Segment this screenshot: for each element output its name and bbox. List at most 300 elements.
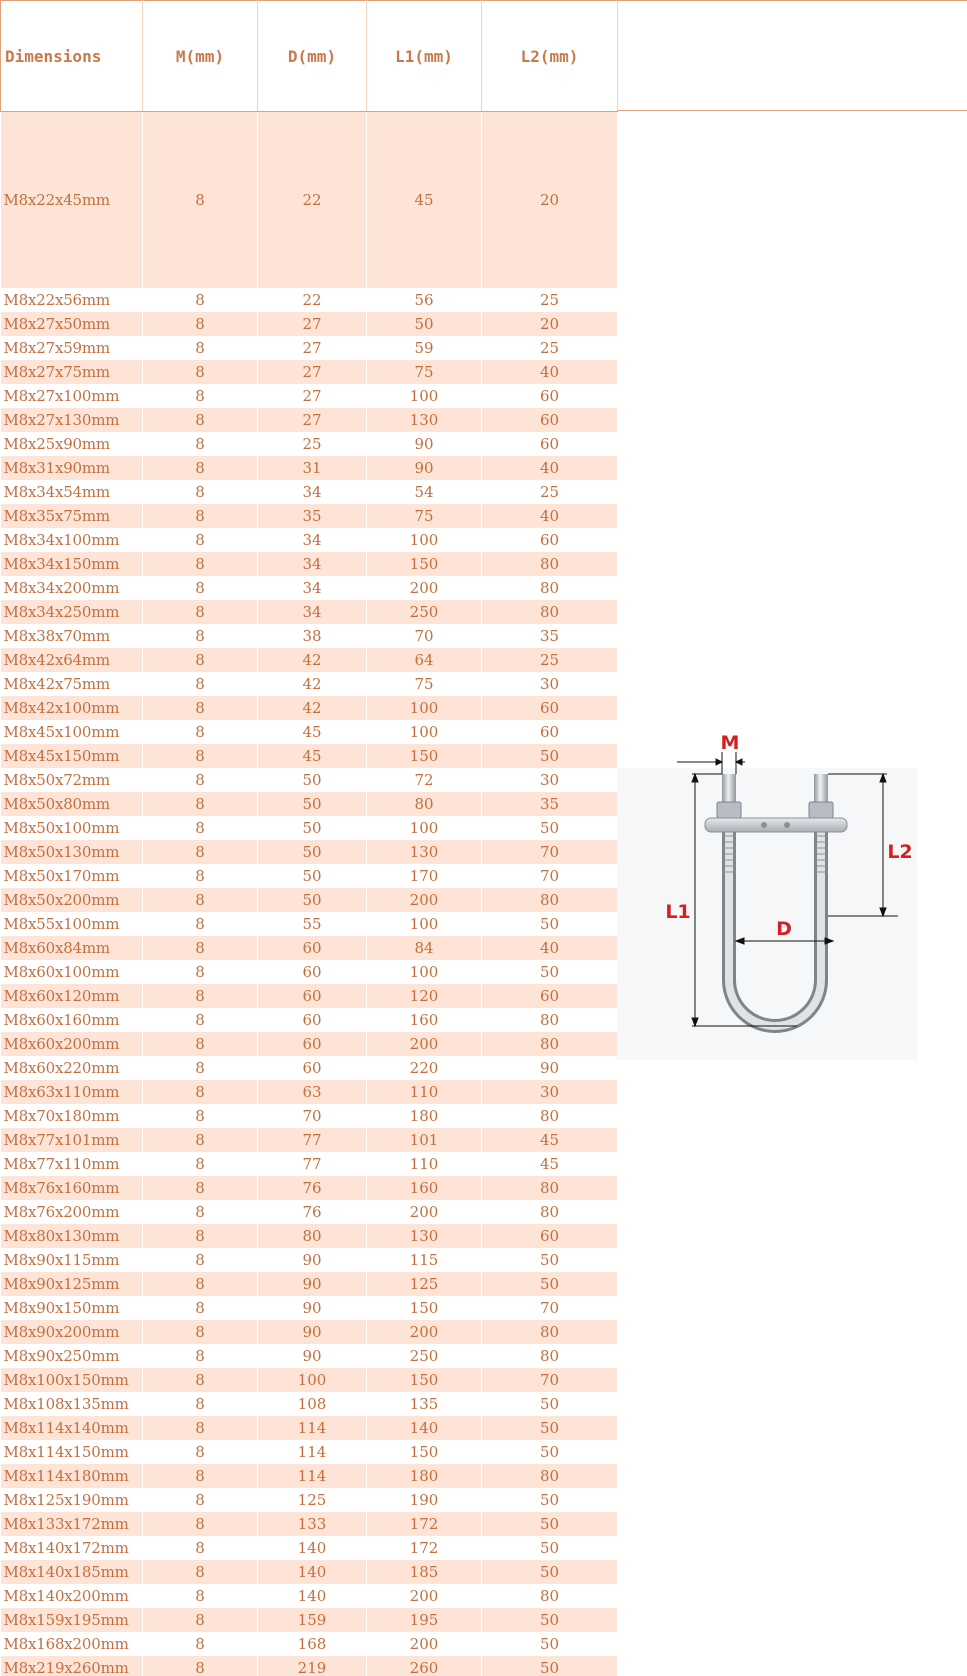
cell-m: 8 <box>143 1056 258 1080</box>
cell-m: 8 <box>143 288 258 312</box>
cell-l1: 75 <box>367 504 482 528</box>
cell-m: 8 <box>143 1416 258 1440</box>
cell-m: 8 <box>143 1512 258 1536</box>
table-row <box>1 864 618 888</box>
cell-d: 63 <box>258 1080 367 1104</box>
cell-d: 80 <box>258 1224 367 1248</box>
cell-l2: 40 <box>482 456 618 480</box>
cell-l1: 180 <box>367 1104 482 1128</box>
cell-dimensions: M8x60x120mm <box>1 984 143 1008</box>
table-row <box>1 1368 618 1392</box>
cell-l2: 80 <box>482 888 618 912</box>
cell-l1: 100 <box>367 696 482 720</box>
cell-l2: 80 <box>482 1176 618 1200</box>
cell-m: 8 <box>143 1368 258 1392</box>
table-row <box>1 480 618 504</box>
cell-m: 8 <box>143 912 258 936</box>
cell-dimensions: M8x45x150mm <box>1 744 143 768</box>
cell-l2: 20 <box>482 112 618 288</box>
cell-l1: 84 <box>367 936 482 960</box>
cell-dimensions: M8x77x101mm <box>1 1128 143 1152</box>
cell-l2: 50 <box>482 912 618 936</box>
cell-dimensions: M8x80x130mm <box>1 1224 143 1248</box>
cell-l2: 80 <box>482 576 618 600</box>
cell-l1: 140 <box>367 1416 482 1440</box>
cell-d: 90 <box>258 1296 367 1320</box>
cell-dimensions: M8x34x250mm <box>1 600 143 624</box>
cell-l2: 35 <box>482 624 618 648</box>
cell-m: 8 <box>143 984 258 1008</box>
cell-dimensions: M8x60x220mm <box>1 1056 143 1080</box>
table-row <box>1 1008 618 1032</box>
cell-l1: 200 <box>367 1584 482 1608</box>
cell-d: 76 <box>258 1176 367 1200</box>
cell-dimensions: M8x27x59mm <box>1 336 143 360</box>
cell-l1: 150 <box>367 744 482 768</box>
u-bolt-diagram <box>617 730 917 1060</box>
cell-dimensions: M8x42x100mm <box>1 696 143 720</box>
cell-l2: 80 <box>482 1008 618 1032</box>
table-row <box>1 360 618 384</box>
cell-dimensions: M8x60x200mm <box>1 1032 143 1056</box>
cell-m: 8 <box>143 720 258 744</box>
cell-d: 27 <box>258 312 367 336</box>
cell-l1: 45 <box>367 112 482 288</box>
cell-d: 168 <box>258 1632 367 1656</box>
cell-l2: 70 <box>482 840 618 864</box>
cell-d: 42 <box>258 648 367 672</box>
cell-dimensions: M8x76x200mm <box>1 1200 143 1224</box>
table-row <box>1 720 618 744</box>
cell-m: 8 <box>143 1224 258 1248</box>
cell-d: 60 <box>258 936 367 960</box>
cell-dimensions: M8x77x110mm <box>1 1152 143 1176</box>
cell-l1: 130 <box>367 1224 482 1248</box>
header-dimensions: Dimensions <box>1 1 143 112</box>
cell-dimensions: M8x70x180mm <box>1 1104 143 1128</box>
cell-dimensions: M8x63x110mm <box>1 1080 143 1104</box>
cell-l1: 172 <box>367 1512 482 1536</box>
cell-m: 8 <box>143 864 258 888</box>
cell-l1: 220 <box>367 1056 482 1080</box>
cell-d: 50 <box>258 792 367 816</box>
cell-d: 34 <box>258 528 367 552</box>
table-row <box>1 1080 618 1104</box>
table-row <box>1 1584 618 1608</box>
cell-d: 60 <box>258 1008 367 1032</box>
table-row <box>1 1512 618 1536</box>
cell-m: 8 <box>143 696 258 720</box>
cell-l1: 250 <box>367 1344 482 1368</box>
cell-d: 55 <box>258 912 367 936</box>
cell-m: 8 <box>143 432 258 456</box>
table-row <box>1 1296 618 1320</box>
cell-l1: 160 <box>367 1008 482 1032</box>
cell-l2: 60 <box>482 384 618 408</box>
cell-l2: 60 <box>482 720 618 744</box>
cell-l2: 50 <box>482 1560 618 1584</box>
cell-m: 8 <box>143 384 258 408</box>
cell-l1: 59 <box>367 336 482 360</box>
table-row <box>1 672 618 696</box>
cell-l1: 135 <box>367 1392 482 1416</box>
table-row <box>1 384 618 408</box>
cell-d: 22 <box>258 288 367 312</box>
cell-l2: 80 <box>482 1344 618 1368</box>
cell-m: 8 <box>143 1392 258 1416</box>
cell-l2: 50 <box>482 960 618 984</box>
cell-dimensions: M8x27x100mm <box>1 384 143 408</box>
cell-dimensions: M8x114x140mm <box>1 1416 143 1440</box>
cell-l1: 90 <box>367 432 482 456</box>
cell-l2: 50 <box>482 1536 618 1560</box>
table-row <box>1 1272 618 1296</box>
cell-l2: 50 <box>482 744 618 768</box>
cell-l2: 60 <box>482 408 618 432</box>
cell-l1: 120 <box>367 984 482 1008</box>
cell-dimensions: M8x34x100mm <box>1 528 143 552</box>
cell-d: 140 <box>258 1584 367 1608</box>
table-row <box>1 336 618 360</box>
table-row <box>1 768 618 792</box>
table-row <box>1 456 618 480</box>
cell-m: 8 <box>143 816 258 840</box>
table-row <box>1 576 618 600</box>
table-row <box>1 1392 618 1416</box>
cell-dimensions: M8x34x200mm <box>1 576 143 600</box>
cell-l2: 30 <box>482 1080 618 1104</box>
cell-l2: 50 <box>482 1416 618 1440</box>
table-row <box>1 1176 618 1200</box>
cell-l2: 60 <box>482 432 618 456</box>
cell-l2: 60 <box>482 528 618 552</box>
cell-l1: 150 <box>367 1296 482 1320</box>
cell-d: 22 <box>258 112 367 288</box>
table-row <box>1 112 618 288</box>
cell-l1: 90 <box>367 456 482 480</box>
table-row <box>1 1056 618 1080</box>
cell-m: 8 <box>143 504 258 528</box>
cell-m: 8 <box>143 792 258 816</box>
cell-d: 50 <box>258 816 367 840</box>
table-row <box>1 432 618 456</box>
cell-m: 8 <box>143 1104 258 1128</box>
cell-m: 8 <box>143 936 258 960</box>
table-row <box>1 1224 618 1248</box>
cell-m: 8 <box>143 888 258 912</box>
cell-dimensions: M8x125x190mm <box>1 1488 143 1512</box>
cell-l1: 130 <box>367 408 482 432</box>
cell-dimensions: M8x27x130mm <box>1 408 143 432</box>
cell-l1: 70 <box>367 624 482 648</box>
cell-l2: 50 <box>482 1632 618 1656</box>
cell-l1: 125 <box>367 1272 482 1296</box>
cell-m: 8 <box>143 600 258 624</box>
cell-l2: 25 <box>482 480 618 504</box>
cell-d: 34 <box>258 576 367 600</box>
cell-dimensions: M8x45x100mm <box>1 720 143 744</box>
cell-m: 8 <box>143 672 258 696</box>
cell-l1: 101 <box>367 1128 482 1152</box>
table-row <box>1 528 618 552</box>
cell-dimensions: M8x50x80mm <box>1 792 143 816</box>
cell-l1: 260 <box>367 1656 482 1676</box>
cell-dimensions: M8x31x90mm <box>1 456 143 480</box>
cell-l2: 40 <box>482 504 618 528</box>
cell-dimensions: M8x90x250mm <box>1 1344 143 1368</box>
cell-m: 8 <box>143 840 258 864</box>
cell-m: 8 <box>143 1608 258 1632</box>
cell-m: 8 <box>143 576 258 600</box>
cell-l1: 180 <box>367 1464 482 1488</box>
cell-d: 42 <box>258 696 367 720</box>
cell-d: 114 <box>258 1440 367 1464</box>
cell-l2: 60 <box>482 1224 618 1248</box>
cell-l1: 100 <box>367 960 482 984</box>
cell-l2: 50 <box>482 1272 618 1296</box>
table-row <box>1 1656 618 1676</box>
table-row <box>1 1488 618 1512</box>
cell-dimensions: M8x140x172mm <box>1 1536 143 1560</box>
table-row <box>1 1032 618 1056</box>
cell-m: 8 <box>143 1200 258 1224</box>
cell-d: 34 <box>258 480 367 504</box>
cell-l1: 190 <box>367 1488 482 1512</box>
clamp-plate <box>705 818 847 832</box>
cell-l2: 70 <box>482 1368 618 1392</box>
table-row <box>1 816 618 840</box>
cell-d: 38 <box>258 624 367 648</box>
cell-l1: 100 <box>367 528 482 552</box>
cell-d: 34 <box>258 552 367 576</box>
table-row <box>1 648 618 672</box>
cell-l2: 80 <box>482 1032 618 1056</box>
cell-d: 125 <box>258 1488 367 1512</box>
cell-m: 8 <box>143 648 258 672</box>
cell-d: 60 <box>258 984 367 1008</box>
cell-l1: 75 <box>367 672 482 696</box>
cell-l1: 80 <box>367 792 482 816</box>
header-l2: L2(mm) <box>482 1 618 112</box>
cell-d: 25 <box>258 432 367 456</box>
cell-m: 8 <box>143 1296 258 1320</box>
table-row <box>1 504 618 528</box>
cell-l1: 185 <box>367 1560 482 1584</box>
cell-m: 8 <box>143 1560 258 1584</box>
cell-dimensions: M8x108x135mm <box>1 1392 143 1416</box>
cell-l2: 50 <box>482 1488 618 1512</box>
table-row <box>1 1248 618 1272</box>
table-row <box>1 1200 618 1224</box>
table-row <box>1 1464 618 1488</box>
label-m: M <box>720 732 740 754</box>
cell-m: 8 <box>143 1080 258 1104</box>
cell-dimensions: M8x50x200mm <box>1 888 143 912</box>
cell-dimensions: M8x90x115mm <box>1 1248 143 1272</box>
cell-m: 8 <box>143 456 258 480</box>
cell-l1: 100 <box>367 720 482 744</box>
cell-d: 77 <box>258 1152 367 1176</box>
cell-dimensions: M8x50x170mm <box>1 864 143 888</box>
cell-dimensions: M8x114x150mm <box>1 1440 143 1464</box>
cell-l2: 50 <box>482 816 618 840</box>
cell-m: 8 <box>143 480 258 504</box>
cell-d: 133 <box>258 1512 367 1536</box>
cell-dimensions: M8x50x72mm <box>1 768 143 792</box>
table-row <box>1 696 618 720</box>
cell-d: 114 <box>258 1464 367 1488</box>
cell-d: 27 <box>258 360 367 384</box>
cell-l1: 200 <box>367 1032 482 1056</box>
cell-m: 8 <box>143 112 258 288</box>
cell-l1: 130 <box>367 840 482 864</box>
header-l1: L1(mm) <box>367 1 482 112</box>
table-row <box>1 1320 618 1344</box>
cell-d: 100 <box>258 1368 367 1392</box>
cell-m: 8 <box>143 1008 258 1032</box>
cell-dimensions: M8x34x150mm <box>1 552 143 576</box>
cell-l1: 200 <box>367 1320 482 1344</box>
cell-m: 8 <box>143 1440 258 1464</box>
cell-l1: 170 <box>367 864 482 888</box>
table-row <box>1 600 618 624</box>
cell-m: 8 <box>143 552 258 576</box>
cell-l1: 200 <box>367 576 482 600</box>
cell-dimensions: M8x140x200mm <box>1 1584 143 1608</box>
cell-dimensions: M8x50x100mm <box>1 816 143 840</box>
cell-l2: 80 <box>482 552 618 576</box>
label-l1: L1 <box>665 901 691 923</box>
cell-l1: 72 <box>367 768 482 792</box>
cell-l2: 60 <box>482 696 618 720</box>
cell-dimensions: M8x140x185mm <box>1 1560 143 1584</box>
cell-l2: 50 <box>482 1656 618 1676</box>
cell-l2: 20 <box>482 312 618 336</box>
cell-d: 159 <box>258 1608 367 1632</box>
table-row <box>1 1608 618 1632</box>
cell-dimensions: M8x60x100mm <box>1 960 143 984</box>
cell-d: 35 <box>258 504 367 528</box>
cell-l1: 110 <box>367 1080 482 1104</box>
cell-d: 140 <box>258 1536 367 1560</box>
cell-l1: 150 <box>367 1440 482 1464</box>
cell-l2: 80 <box>482 1200 618 1224</box>
label-l2: L2 <box>887 841 913 863</box>
table-body <box>1 112 618 1676</box>
cell-l2: 70 <box>482 864 618 888</box>
cell-dimensions: M8x35x75mm <box>1 504 143 528</box>
table-row <box>1 744 618 768</box>
cell-d: 140 <box>258 1560 367 1584</box>
table-row <box>1 312 618 336</box>
cell-d: 27 <box>258 408 367 432</box>
cell-l2: 40 <box>482 360 618 384</box>
cell-l1: 150 <box>367 552 482 576</box>
cell-l2: 45 <box>482 1128 618 1152</box>
cell-d: 50 <box>258 840 367 864</box>
cell-d: 76 <box>258 1200 367 1224</box>
cell-dimensions: M8x27x75mm <box>1 360 143 384</box>
cell-l2: 80 <box>482 1464 618 1488</box>
cell-d: 219 <box>258 1656 367 1676</box>
cell-d: 31 <box>258 456 367 480</box>
cell-dimensions: M8x60x160mm <box>1 1008 143 1032</box>
cell-l2: 80 <box>482 600 618 624</box>
cell-d: 34 <box>258 600 367 624</box>
table-row <box>1 288 618 312</box>
table-row <box>1 792 618 816</box>
cell-dimensions: M8x42x75mm <box>1 672 143 696</box>
cell-l2: 80 <box>482 1320 618 1344</box>
cell-l1: 100 <box>367 816 482 840</box>
cell-d: 90 <box>258 1272 367 1296</box>
cell-l2: 80 <box>482 1584 618 1608</box>
cell-m: 8 <box>143 408 258 432</box>
header-m: M(mm) <box>143 1 258 112</box>
cell-d: 45 <box>258 720 367 744</box>
cell-m: 8 <box>143 1248 258 1272</box>
cell-m: 8 <box>143 1464 258 1488</box>
cell-l1: 200 <box>367 888 482 912</box>
cell-l1: 56 <box>367 288 482 312</box>
cell-l2: 30 <box>482 672 618 696</box>
cell-d: 50 <box>258 768 367 792</box>
cell-m: 8 <box>143 1656 258 1676</box>
header-empty-area <box>617 0 967 111</box>
cell-m: 8 <box>143 960 258 984</box>
cell-l1: 200 <box>367 1632 482 1656</box>
cell-l1: 50 <box>367 312 482 336</box>
cell-dimensions: M8x76x160mm <box>1 1176 143 1200</box>
table-row <box>1 1440 618 1464</box>
table-row <box>1 1632 618 1656</box>
cell-l1: 160 <box>367 1176 482 1200</box>
cell-m: 8 <box>143 1152 258 1176</box>
cell-l2: 40 <box>482 936 618 960</box>
cell-m: 8 <box>143 1584 258 1608</box>
cell-l2: 25 <box>482 648 618 672</box>
cell-l1: 75 <box>367 360 482 384</box>
header-d: D(mm) <box>258 1 367 112</box>
cell-l1: 100 <box>367 384 482 408</box>
cell-m: 8 <box>143 1632 258 1656</box>
cell-l2: 90 <box>482 1056 618 1080</box>
cell-m: 8 <box>143 1176 258 1200</box>
cell-dimensions: M8x42x64mm <box>1 648 143 672</box>
cell-l2: 50 <box>482 1440 618 1464</box>
cell-l1: 54 <box>367 480 482 504</box>
cell-d: 70 <box>258 1104 367 1128</box>
cell-l1: 150 <box>367 1368 482 1392</box>
cell-d: 50 <box>258 864 367 888</box>
cell-dimensions: M8x50x130mm <box>1 840 143 864</box>
cell-dimensions: M8x90x125mm <box>1 1272 143 1296</box>
cell-dimensions: M8x219x260mm <box>1 1656 143 1676</box>
table-row <box>1 1128 618 1152</box>
cell-l1: 172 <box>367 1536 482 1560</box>
cell-dimensions: M8x114x180mm <box>1 1464 143 1488</box>
cell-m: 8 <box>143 1344 258 1368</box>
cell-dimensions: M8x133x172mm <box>1 1512 143 1536</box>
cell-l2: 25 <box>482 336 618 360</box>
table-row <box>1 408 618 432</box>
cell-l1: 110 <box>367 1152 482 1176</box>
cell-m: 8 <box>143 1272 258 1296</box>
table-row <box>1 1560 618 1584</box>
cell-m: 8 <box>143 312 258 336</box>
cell-dimensions: M8x25x90mm <box>1 432 143 456</box>
cell-l2: 30 <box>482 768 618 792</box>
